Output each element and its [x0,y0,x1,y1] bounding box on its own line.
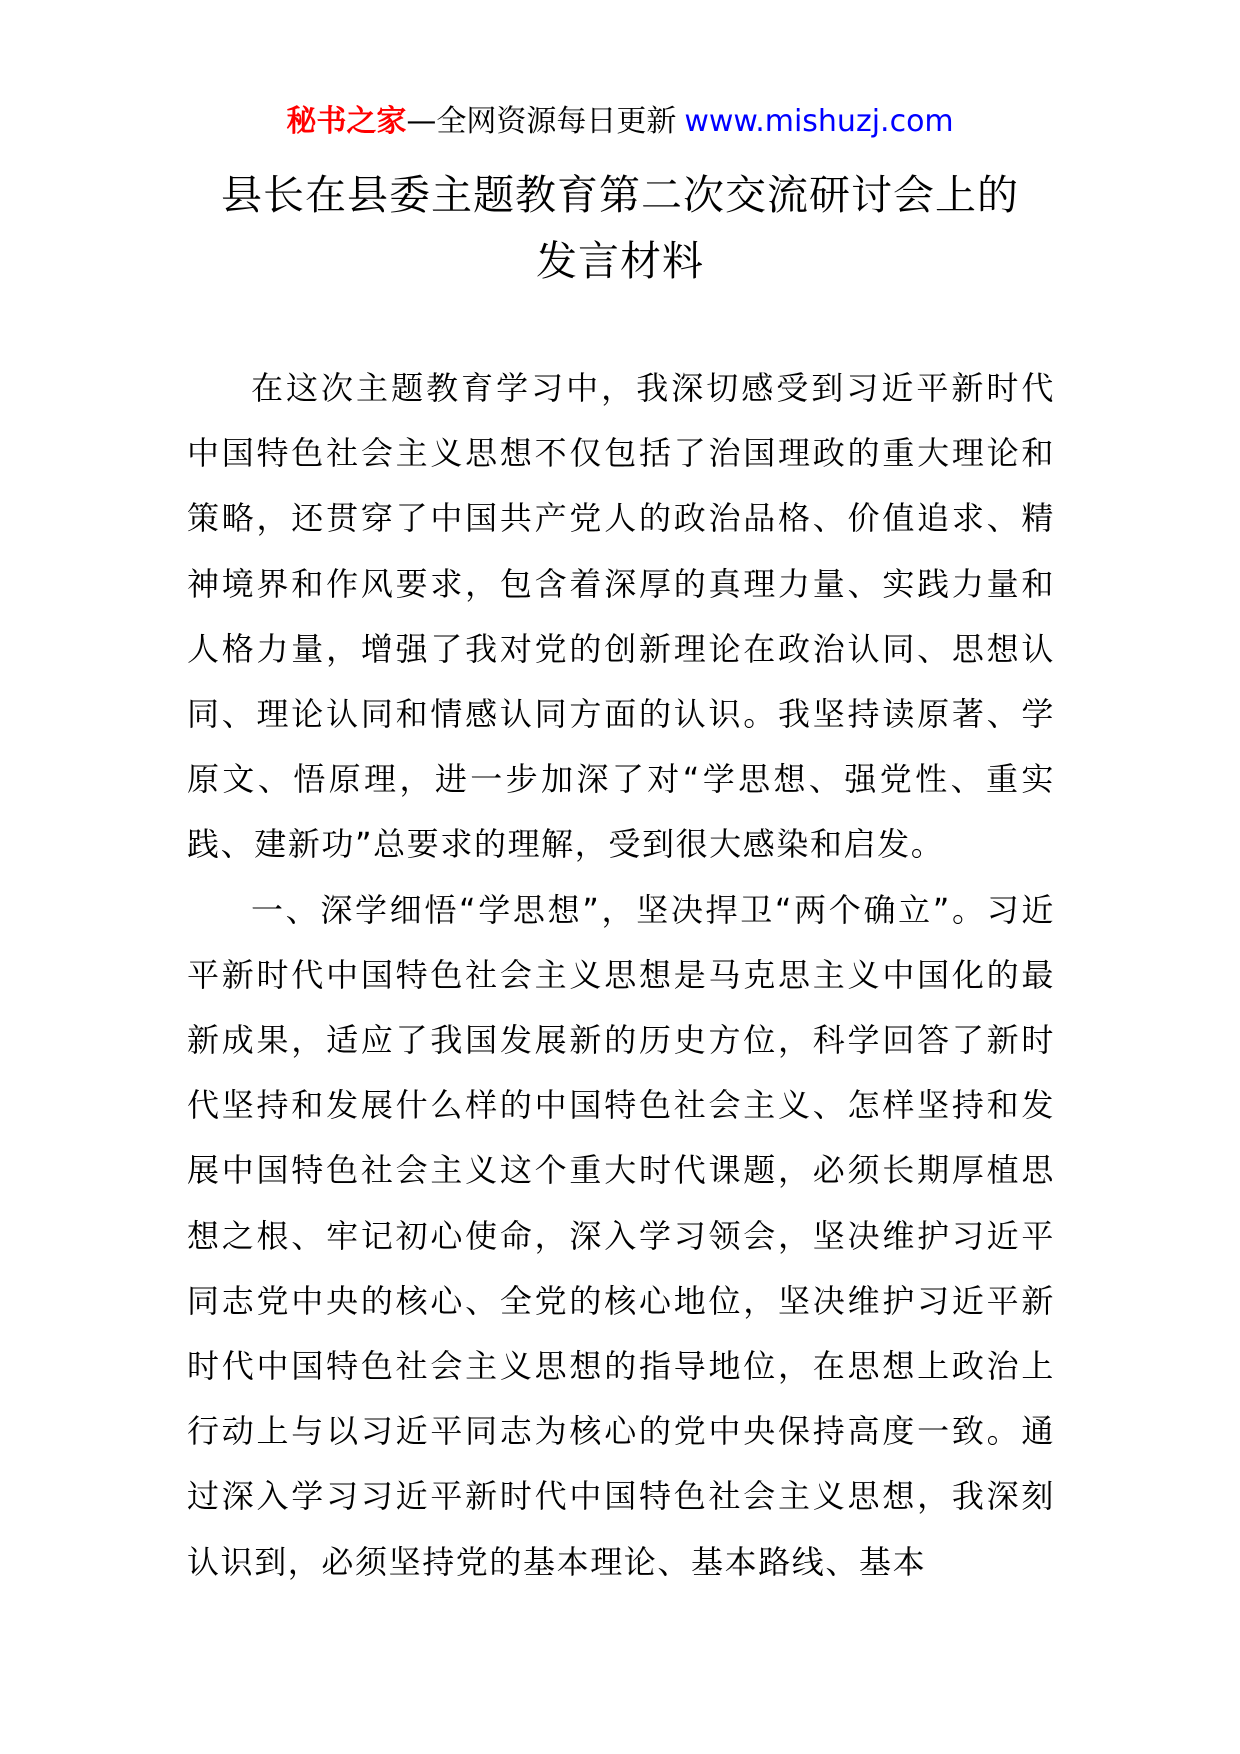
paragraph-section-one: 一、深学细悟“学思想”，坚决捍卫“两个确立”。习近平新时代中国特色社会主义思想是马克思主义中国化的最新成果，适应了我国发展新的历史方位，科学回答了新时代坚持和发展什么样的中国特色社会主义、怎样坚持和发展中国特色社会主义这个重大时代课题，必须长期厚植思想之根、牢记初心使命，深入学习领会，坚决维护习近平同志党中央的核心、全党的核心地位，坚决维护习近平新时代中国特色社会主义思想的指导地位，在思想上政治上行动上与以习近平同志为核心的党中央保持高度一致。通过深入学习习近平新时代中国特色社会主义思想，我深刻认识到，必须坚持党的基本理论、基本路线、基本 [187,890,1055,1581]
title-line-2: 发言材料 [536,237,704,285]
document-title [0,162,1240,294]
header-slogan: —全网资源每日更新 [406,104,677,139]
paragraph-intro: 在这次主题教育学习中，我深切感受到习近平新时代中国特色社会主义思想不仅包括了治国理政的重大理论和策略，还贯穿了中国共产党人的政治品格、价值追求、精神境界和作风要求，包含着深厚的真理力量、实践力量和人格力量，增强了我对党的创新理论在政治认同、思想认同、理论认同和情感认同方面的认识。我坚持读原著、学原文、悟原理，进一步加深了对“学思想、强党性、重实践、建新功”总要求的理解，受到很大感染和启发。 [187,369,1055,864]
document-body [187,356,1055,1595]
site-url: www.mishuzj.com [684,104,954,139]
title-line-1: 县长在县委主题教育第二次交流研讨会上的 [221,171,1019,219]
brand-name: 秘书之家 [286,104,407,139]
site-header [0,100,1240,144]
